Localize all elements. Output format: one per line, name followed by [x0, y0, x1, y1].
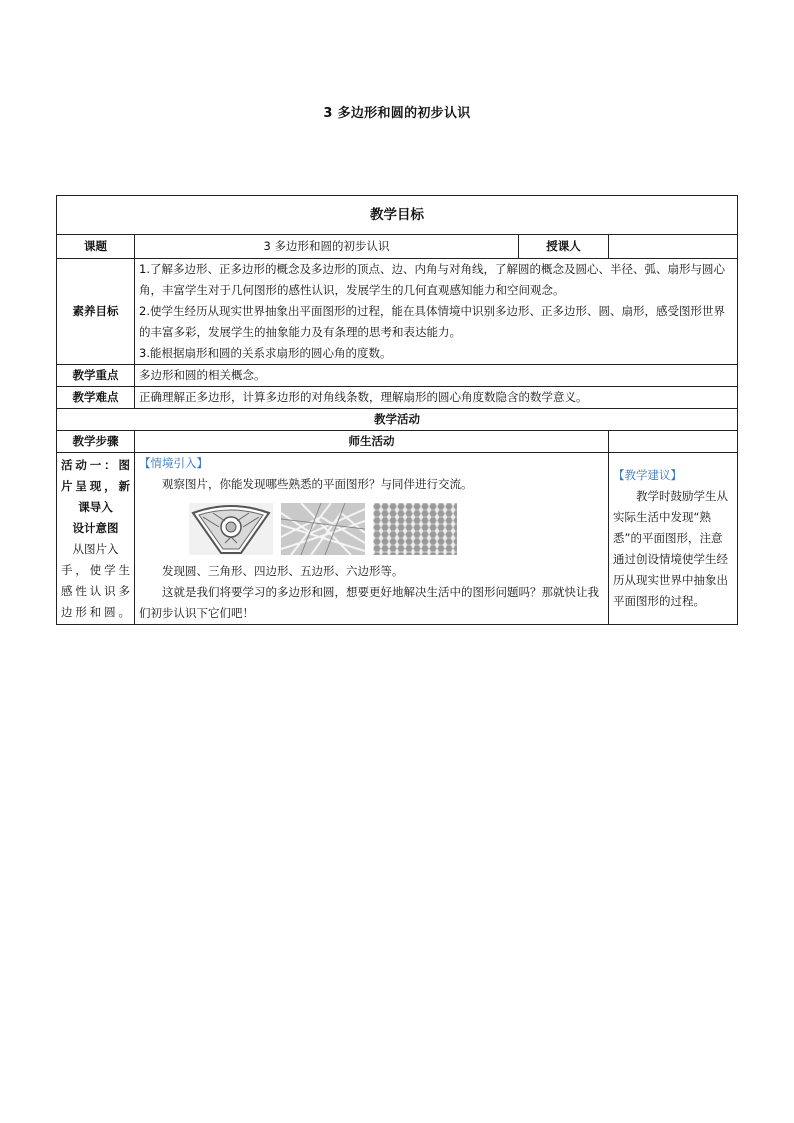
literacy-goal-3: 3.能根据扇形和圆的关系求扇形的圆心角的度数。	[139, 346, 392, 360]
step-1-cell	[57, 453, 135, 625]
step-1-line: 感性认识多	[61, 583, 130, 598]
step-1-line: 课导入	[78, 499, 113, 514]
literacy-goals	[135, 259, 738, 365]
step-1-line: 片呈现，新	[61, 478, 130, 493]
section-title-activities: 教学活动	[57, 409, 738, 431]
key-point-label: 教学重点	[57, 365, 135, 387]
suggestion-header-empty	[609, 431, 738, 453]
suggestion-1-text: 教学时鼓励学生从实际生活中发现“熟悉”的平面图形，注意通过创设情境使学生经历从现实世界中抽象出平面图形的过程。	[613, 489, 728, 608]
step-1-line: 设计意图	[72, 520, 119, 535]
section-title-objectives: 教学目标	[57, 196, 738, 235]
topic-value: 3 多边形和圆的初步认识	[135, 235, 519, 259]
difficulty-value: 正确理解正多边形，计算多边形的对角线条数，理解扇形的圆心角度数隐含的数学意义。	[135, 387, 738, 409]
difficulty-label: 教学难点	[57, 387, 135, 409]
key-point-value: 多边形和圆的相关概念。	[135, 365, 738, 387]
activities-label: 师生活动	[135, 431, 609, 453]
activity-1-finding: 发现圆、三角形、四边形、五边形、六边形等。	[162, 564, 404, 578]
topic-label: 课题	[57, 235, 135, 259]
activity-1-images	[189, 503, 604, 555]
step-1-line: 活动一：图	[61, 457, 130, 472]
suggestion-1-tag: 【教学建议】	[613, 468, 682, 482]
stadium-structure-image	[281, 503, 365, 555]
step-1-line: 边形和圆。	[61, 604, 130, 619]
activity-1-question: 观察图片，你能发现哪些熟悉的平面图形？与同伴进行交流。	[162, 477, 473, 491]
literacy-goal-1: 1.了解多边形、正多边形的概念及多边形的顶点、边、内角与对角线，了解圆的概念及圆心、半径、弧、扇形与圆心角，丰富学生对于几何图形的感性认识，发展学生的几何直观感知能力和空间观念。	[139, 262, 725, 297]
hexagon-mesh-image	[373, 503, 457, 555]
step-1-line: 手，使学生	[61, 562, 130, 577]
steps-label: 教学步骤	[57, 431, 135, 453]
activity-1-tag: 【情境引入】	[139, 456, 208, 470]
suggestion-1-cell	[609, 453, 738, 625]
activity-1-transition: 这就是我们将要学习的多边形和圆，想要更好地解决生活中的图形问题吗？那就快让我们初步认识下它们吧！	[139, 585, 599, 620]
lesson-plan-table	[56, 195, 738, 625]
teacher-label: 授课人	[519, 235, 609, 259]
step-1-line: 从图片入	[72, 541, 119, 556]
fan-window-image	[189, 503, 273, 555]
document-title: 3 多边形和圆的初步认识	[323, 106, 471, 121]
activity-1-cell	[135, 453, 609, 625]
teacher-value	[609, 235, 738, 259]
literacy-goal-2: 2.使学生经历从现实世界抽象出平面图形的过程，能在具体情境中识别多边形、正多边形、圆、扇形，感受图形世界的丰富多彩，发展学生的抽象能力及有条理的思考和表达能力。	[139, 304, 725, 339]
literacy-goals-label: 素养目标	[57, 259, 135, 365]
